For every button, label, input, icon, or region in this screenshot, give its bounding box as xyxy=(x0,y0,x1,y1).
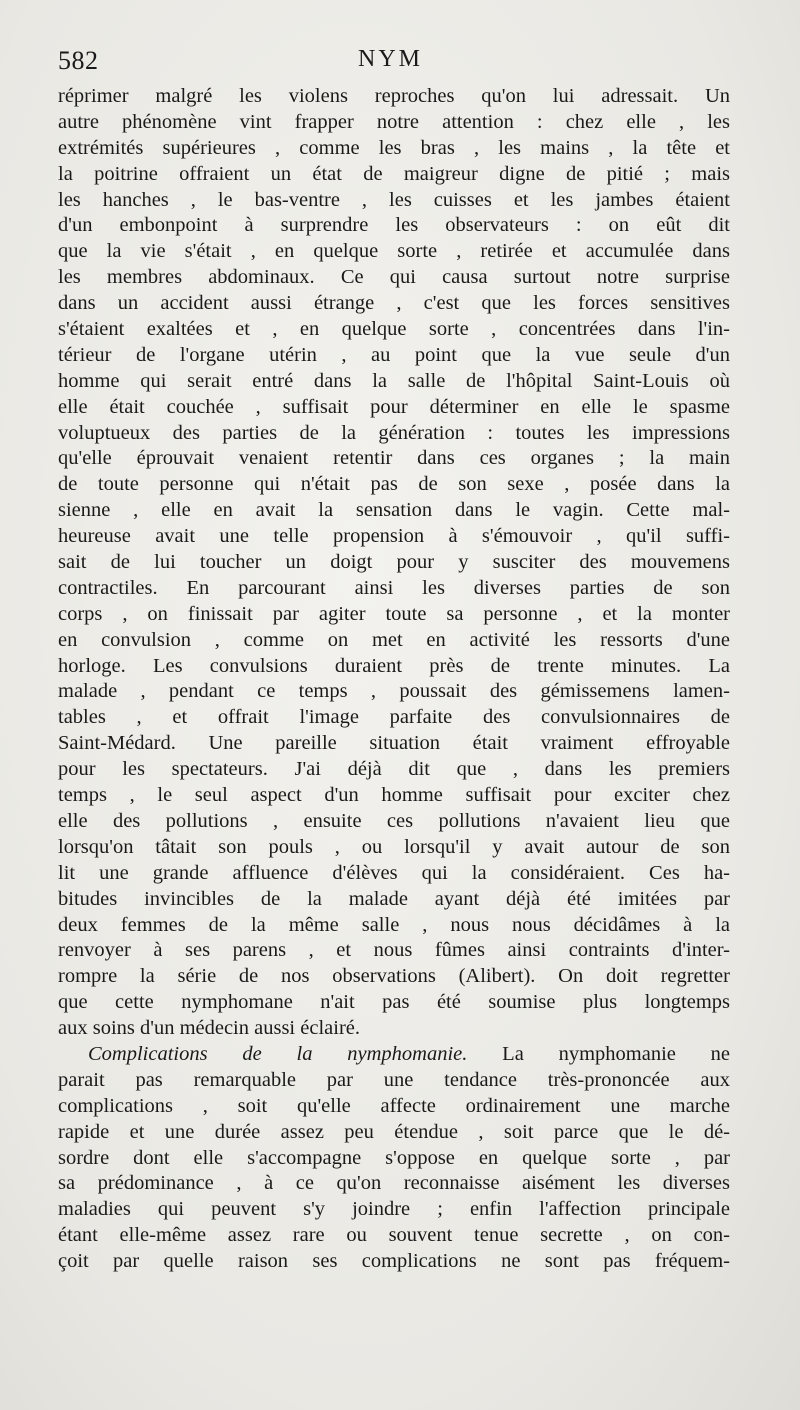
text-line: horloge. Les convulsions duraient près de trente minutes. La xyxy=(58,654,730,677)
text-line: que cette nymphomane n'ait pas été soumise plus longtemps xyxy=(58,991,730,1014)
text-line: qu'elle éprouvait venaient retentir dans ces organes ; la main xyxy=(58,447,730,470)
text-line: étant elle-même assez rare ou souvent tenue secrette , on con- xyxy=(58,1224,730,1247)
section-heading: Complications de la nymphomanie. xyxy=(88,1042,468,1065)
text-line: s'étaient exaltées et , en quelque sorte , concentrées dans l'in- xyxy=(58,318,730,341)
text-line: maladies qui peuvent s'y joindre ; enfin l'affection principale xyxy=(58,1198,730,1221)
text-line: çoit par quelle raison ses complications ne sont pas fréquem- xyxy=(58,1250,730,1273)
text-line: la poitrine offraient un état de maigreur digne de pitié ; mais xyxy=(58,162,730,185)
text-line: homme qui serait entré dans la salle de l'hôpital Saint-Louis où xyxy=(58,369,730,392)
text-line: parait pas remarquable par une tendance très-prononcée aux xyxy=(58,1068,730,1091)
text-line: tables , et offrait l'image parfaite des convulsionnaires de xyxy=(58,706,730,729)
text-line: voluptueux des parties de la génération : toutes les impressions xyxy=(58,421,730,444)
text-line: rompre la série de nos observations (Alibert). On doit regretter xyxy=(58,965,730,988)
text-line: deux femmes de la même salle , nous nous décidâmes à la xyxy=(58,913,730,936)
text-line: elle était couchée , suffisait pour déterminer en elle le spasme xyxy=(58,395,730,418)
text-line: dans un accident aussi étrange , c'est que les forces sensitives xyxy=(58,292,730,315)
text-line: pour les spectateurs. J'ai déjà dit que , dans les premiers xyxy=(58,758,730,781)
text-line: malade , pendant ce temps , poussait des gémissemens lamen- xyxy=(58,680,730,703)
text-line: corps , on finissait par agiter toute sa personne , et la monter xyxy=(58,602,730,625)
text-line: les membres abdominaux. Ce qui causa surtout notre surprise xyxy=(58,266,730,289)
text-line: d'un embonpoint à surprendre les observateurs : on eût dit xyxy=(58,214,730,237)
text-line: de toute personne qui n'était pas de son sexe , posée dans la xyxy=(58,473,730,496)
text-line: lit une grande affluence d'élèves qui la considéraient. Ces ha- xyxy=(58,861,730,884)
text-line: sait de lui toucher un doigt pour y susciter des mouvemens xyxy=(58,551,730,574)
text-line: heureuse avait une telle propension à s'émouvoir , qu'il suffi- xyxy=(58,525,730,548)
text-line: rapide et une durée assez peu étendue , soit parce que le dé- xyxy=(58,1120,730,1143)
section-heading-line xyxy=(58,1042,730,1068)
text-line: les hanches , le bas-ventre , les cuisses et les jambes étaient xyxy=(58,188,730,211)
text-line: contractiles. En parcourant ainsi les diverses parties de son xyxy=(58,576,730,599)
text-line: extrémités supérieures , comme les bras , les mains , la tête et xyxy=(58,136,730,159)
text-line: temps , le seul aspect d'un homme suffisait pour exciter chez xyxy=(58,784,730,807)
text-line: réprimer malgré les violens reproches qu'on lui adressait. Un xyxy=(58,85,730,107)
text-line: autre phénomène vint frapper notre attention : chez elle , les xyxy=(58,110,730,133)
text-line: renvoyer à ses parens , et nous fûmes ainsi contraints d'inter- xyxy=(58,939,730,962)
text-line: complications , soit qu'elle affecte ordinairement une marche xyxy=(58,1094,730,1117)
text-line: sordre dont elle s'accompagne s'oppose en quelque sorte , par xyxy=(58,1146,730,1169)
text-line: lorsqu'on tâtait son pouls , ou lorsqu'il y avait autour de son xyxy=(58,835,730,858)
text-line: en convulsion , comme on met en activité les ressorts d'une xyxy=(58,628,730,651)
text-line: sa prédominance , à ce qu'on reconnaisse aisément les diverses xyxy=(58,1172,730,1195)
page-header xyxy=(58,46,738,80)
body-text xyxy=(58,84,730,1275)
text-line: aux soins d'un médecin aussi éclairé. xyxy=(58,1017,360,1040)
text-line: que la vie s'était , en quelque sorte , retirée et accumulée dans xyxy=(58,240,730,263)
text-line: Saint-Médard. Une pareille situation était vraiment effroyable xyxy=(58,732,730,755)
text-line: bitudes invincibles de la malade ayant déjà été imitées par xyxy=(58,887,730,910)
running-head: NYM xyxy=(358,46,424,72)
page-number: 582 xyxy=(58,46,99,75)
text-line: elle des pollutions , ensuite ces pollutions n'avaient lieu que xyxy=(58,809,730,832)
text-line: sienne , elle en avait la sensation dans le vagin. Cette mal- xyxy=(58,499,730,522)
section-lead-text: La nymphomanie ne xyxy=(502,1042,730,1065)
text-line: térieur de l'organe utérin , au point que la vue seule d'un xyxy=(58,343,730,366)
